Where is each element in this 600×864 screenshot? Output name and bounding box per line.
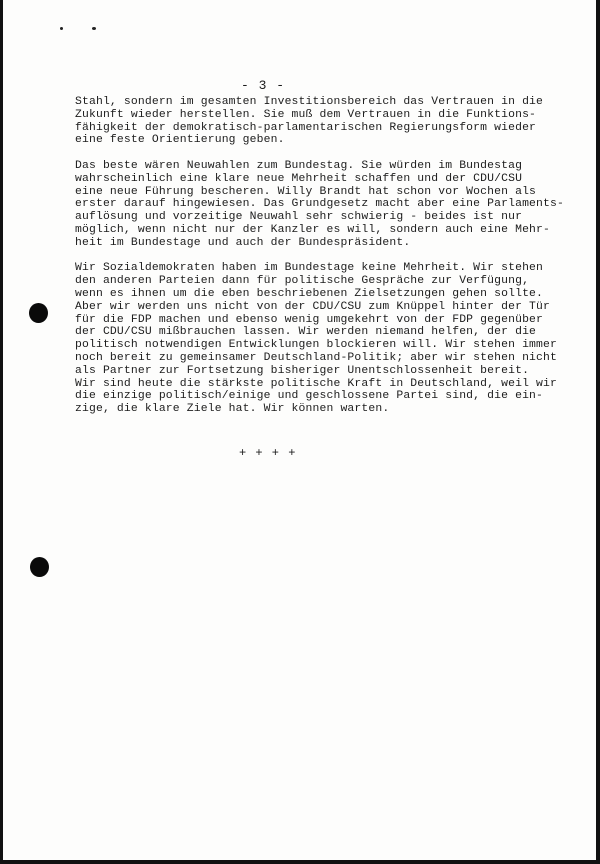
text-line: der CDU/CSU mißbrauchen lassen. Wir werden niemand helfen, der die xyxy=(75,326,537,339)
text-line: auflösung und vorzeitige Neuwahl sehr schwierig - beides ist nur xyxy=(75,211,523,224)
text-line: wahrscheinlich eine klare neue Mehrheit schaffen und der CDU/CSU xyxy=(75,172,523,185)
text-line: wenn es ihnen um die eben beschriebenen Zielsetzungen gehen sollte. xyxy=(75,287,544,300)
text-line: Das beste wären Neuwahlen zum Bundestag. Sie würden im Bundestag xyxy=(75,159,523,172)
text-line: erster darauf hingewiesen. Das Grundgesetz macht aber eine Parlaments- xyxy=(75,198,564,211)
text-line: Wir sind heute die stärkste politische Kraft in Deutschland, weil wir xyxy=(75,377,557,390)
document-body xyxy=(75,96,575,429)
text-line: Stahl, sondern im gesamten Investitionsbereich das Vertrauen in die xyxy=(75,96,544,108)
paragraph xyxy=(75,96,575,147)
text-line: möglich, wenn nicht nur der Kanzler es will, sondern auch eine Mehr- xyxy=(75,223,551,236)
text-line: eine feste Orientierung geben. xyxy=(75,134,285,147)
paragraph xyxy=(75,160,575,250)
text-line: für die FDP machen und ebenso wenig umgekehrt von der FDP gegenüber xyxy=(75,313,544,326)
text-line: die einzige politisch/einige und geschlossene Partei sind, die ein- xyxy=(75,390,544,403)
text-line: eine neue Führung bescheren. Willy Brandt hat schon vor Wochen als xyxy=(75,185,537,198)
end-marks: + + + + xyxy=(239,446,297,460)
text-line: fähigkeit der demokratisch-parlamentarischen Regierungsform wieder xyxy=(75,121,537,134)
text-line: Zukunft wieder herstellen. Sie muß dem Vertrauen in die Funktions- xyxy=(75,108,537,121)
text-line: den anderen Parteien dann für politische Gespräche zur Verfügung, xyxy=(75,275,530,288)
scan-speck xyxy=(92,27,96,30)
text-line: als Partner zur Fortsetzung bisheriger Unentschlossenheit bereit. xyxy=(75,364,530,377)
punch-hole xyxy=(29,303,48,323)
page-number: - 3 - xyxy=(240,78,285,93)
text-line: zige, die klare Ziele hat. Wir können warten. xyxy=(75,403,390,416)
paragraph xyxy=(75,262,575,416)
text-line: politisch notwendigen Entwicklungen blockieren will. Wir stehen immer xyxy=(75,339,557,352)
punch-hole xyxy=(30,557,49,577)
text-line: heit im Bundestage und auch der Bundespräsident. xyxy=(75,236,411,249)
text-line: noch bereit zu gemeinsamer Deutschland-Politik; aber wir stehen nicht xyxy=(75,351,557,364)
text-line: Aber wir werden uns nicht von der CDU/CSU zum Knüppel hinter der Tür xyxy=(75,300,551,313)
text-line: Wir Sozialdemokraten haben im Bundestage keine Mehrheit. Wir stehen xyxy=(75,262,544,275)
scan-speck xyxy=(60,27,63,30)
